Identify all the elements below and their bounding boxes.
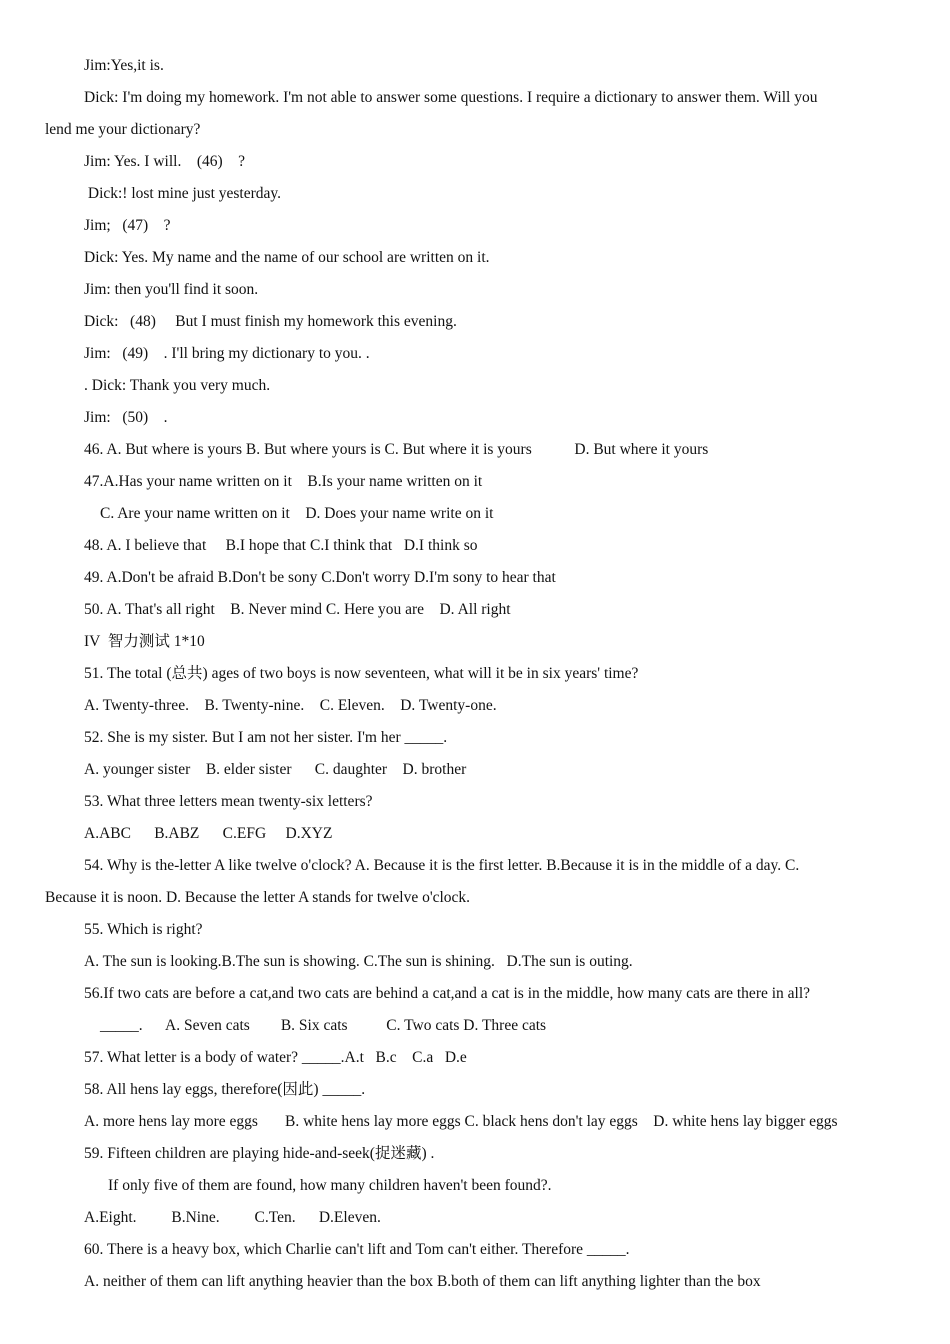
question-options: A. Twenty-three. B. Twenty-nine. C. Eleven. D. Twenty-one. (84, 697, 497, 714)
question-options: 50. A. That's all right B. Never mind C. Here you are D. All right (84, 601, 511, 618)
question-options: 49. A.Don't be afraid B.Don't be sony C.Don't worry D.I'm sony to hear that (84, 569, 556, 586)
dialogue-line: Jim: Yes. I will. (46) ? (84, 153, 246, 170)
question-text: 52. She is my sister. But I am not her sister. I'm her _____. (84, 729, 448, 746)
dialogue-line: Jim: (50) . (84, 409, 168, 426)
question-options: A. more hens lay more eggs B. white hens lay more eggs C. black hens don't lay eggs D. white hens lay bigger eggs (84, 1113, 838, 1130)
dialogue-line: . Dick: Thank you very much. (84, 377, 271, 394)
dialogue-line: Dick: (48) But I must finish my homework this evening. (84, 313, 457, 330)
question-options: A.ABC B.ABZ C.EFG D.XYZ (84, 825, 333, 842)
question-options: 48. A. I believe that B.I hope that C.I think that D.I think so (84, 537, 478, 554)
dialogue-line: Jim: (49) . I'll bring my dictionary to you. . (84, 345, 370, 362)
question-options: A. The sun is looking.B.The sun is showing. C.The sun is shining. D.The sun is outing. (84, 953, 633, 970)
question-options: A. neither of them can lift anything heavier than the box B.both of them can lift anything lighter than the box (84, 1273, 761, 1290)
question-text: 54. Why is the-letter A like twelve o'clock? A. Because it is the first letter. B.Because it is in the middle of a day. C. (84, 857, 800, 874)
question-text: 56.If two cats are before a cat,and two cats are behind a cat,and a cat is in the middle, how many cats are there in all? (84, 985, 811, 1002)
question-options: A. younger sister B. elder sister C. daughter D. brother (84, 761, 467, 778)
question-text: 57. What letter is a body of water? _____.A.t B.c C.a D.e (84, 1049, 467, 1066)
question-options: 46. A. But where is yours B. But where yours is C. But where it is yours D. But where it yours (84, 441, 709, 458)
question-options: _____. A. Seven cats B. Six cats C. Two cats D. Three cats (100, 1017, 547, 1034)
dialogue-line: lend me your dictionary? (45, 121, 201, 138)
section-heading: IV 智力测试 1*10 (84, 633, 205, 650)
question-text: 60. There is a heavy box, which Charlie can't lift and Tom can't either. Therefore _____. (84, 1241, 630, 1258)
question-text: Because it is noon. D. Because the letter A stands for twelve o'clock. (45, 889, 471, 906)
question-options: 47.A.Has your name written on it B.Is your name written on it (84, 473, 483, 490)
question-text: If only five of them are found, how many children haven't been found?. (108, 1177, 552, 1194)
question-options: C. Are your name written on it D. Does your name write on it (100, 505, 494, 522)
dialogue-line: Jim:Yes,it is. (84, 57, 164, 74)
question-text: 58. All hens lay eggs, therefore(因此) _____. (84, 1081, 366, 1098)
question-text: 59. Fifteen children are playing hide-and-seek(捉迷藏) . (84, 1145, 435, 1162)
dialogue-line: Dick: Yes. My name and the name of our school are written on it. (84, 249, 490, 266)
question-text: 53. What three letters mean twenty-six letters? (84, 793, 373, 810)
dialogue-line: Jim; (47) ? (84, 217, 171, 234)
question-text: 55. Which is right? (84, 921, 203, 938)
question-text: 51. The total (总共) ages of two boys is now seventeen, what will it be in six years' time? (84, 665, 639, 682)
dialogue-line: Jim: then you'll find it soon. (84, 281, 259, 298)
dialogue-line: Dick: I'm doing my homework. I'm not able to answer some questions. I require a dictionary to answer them. Will you (84, 89, 818, 106)
question-options: A.Eight. B.Nine. C.Ten. D.Eleven. (84, 1209, 381, 1226)
dialogue-line: Dick:! lost mine just yesterday. (84, 185, 282, 202)
